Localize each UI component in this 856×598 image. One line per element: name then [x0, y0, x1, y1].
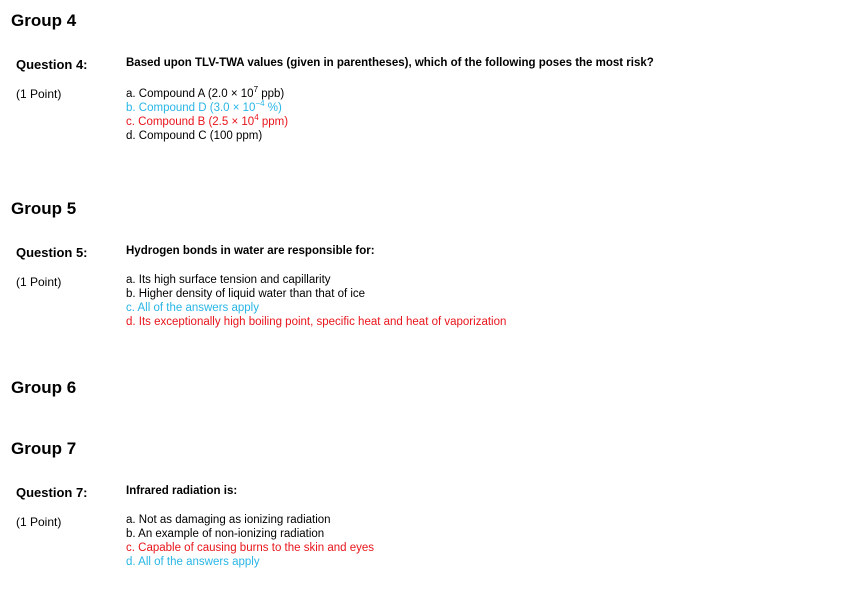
question-4-text: Based upon TLV-TWA values (given in parentheses), which of the following poses the most risk? — [126, 57, 654, 69]
group-6-heading: Group 6 — [11, 378, 77, 397]
group-7-heading: Group 7 — [11, 439, 77, 458]
answer-4c: c. Compound B ($2.5 \times 10^4$ ppm) — [126, 113, 289, 128]
answer-5b: b. Higher density of liquid water than that of ice — [126, 288, 366, 300]
answer-7a: a. Not as damaging as ionizing radiation — [126, 514, 331, 526]
question-7-label: Question 7: — [16, 485, 88, 500]
question-5-label: Question 5: — [16, 245, 88, 260]
question-5-answers — [126, 273, 506, 329]
answer-4a: a. Compound A ($2.0 \times 10^7$ ppb) — [126, 85, 285, 100]
question-4-points: (1 Point) — [16, 87, 62, 101]
group-5-heading: Group 5 — [11, 199, 77, 218]
question-4-answers — [126, 87, 288, 143]
answer-7c: c. Capable of causing burns to the skin and eyes — [126, 542, 375, 554]
question-4-label: Question 4: — [16, 57, 88, 72]
answer-7d: d. All of the answers apply — [126, 556, 260, 568]
answer-5a: a. Its high surface tension and capillarity — [126, 274, 331, 286]
question-7-points: (1 Point) — [16, 515, 62, 529]
answer-7b: b. An example of non-ionizing radiation — [126, 528, 325, 540]
answer-4d: d. Compound C (100 ppm) — [126, 130, 263, 142]
question-5-text: Hydrogen bonds in water are responsible for: — [126, 245, 375, 257]
group-4-heading: Group 4 — [11, 11, 77, 30]
question-5-points: (1 Point) — [16, 275, 62, 289]
answer-5c: c. All of the answers apply — [126, 302, 259, 314]
question-7-text: Infrared radiation is: — [126, 485, 238, 497]
answer-5d: d. Its exceptionally high boiling point, specific heat and heat of vaporization — [126, 316, 507, 328]
answer-4b: b. Compound D ($3.0 \times 10^{-4}$ %) — [126, 99, 282, 114]
question-7-answers — [126, 513, 374, 569]
